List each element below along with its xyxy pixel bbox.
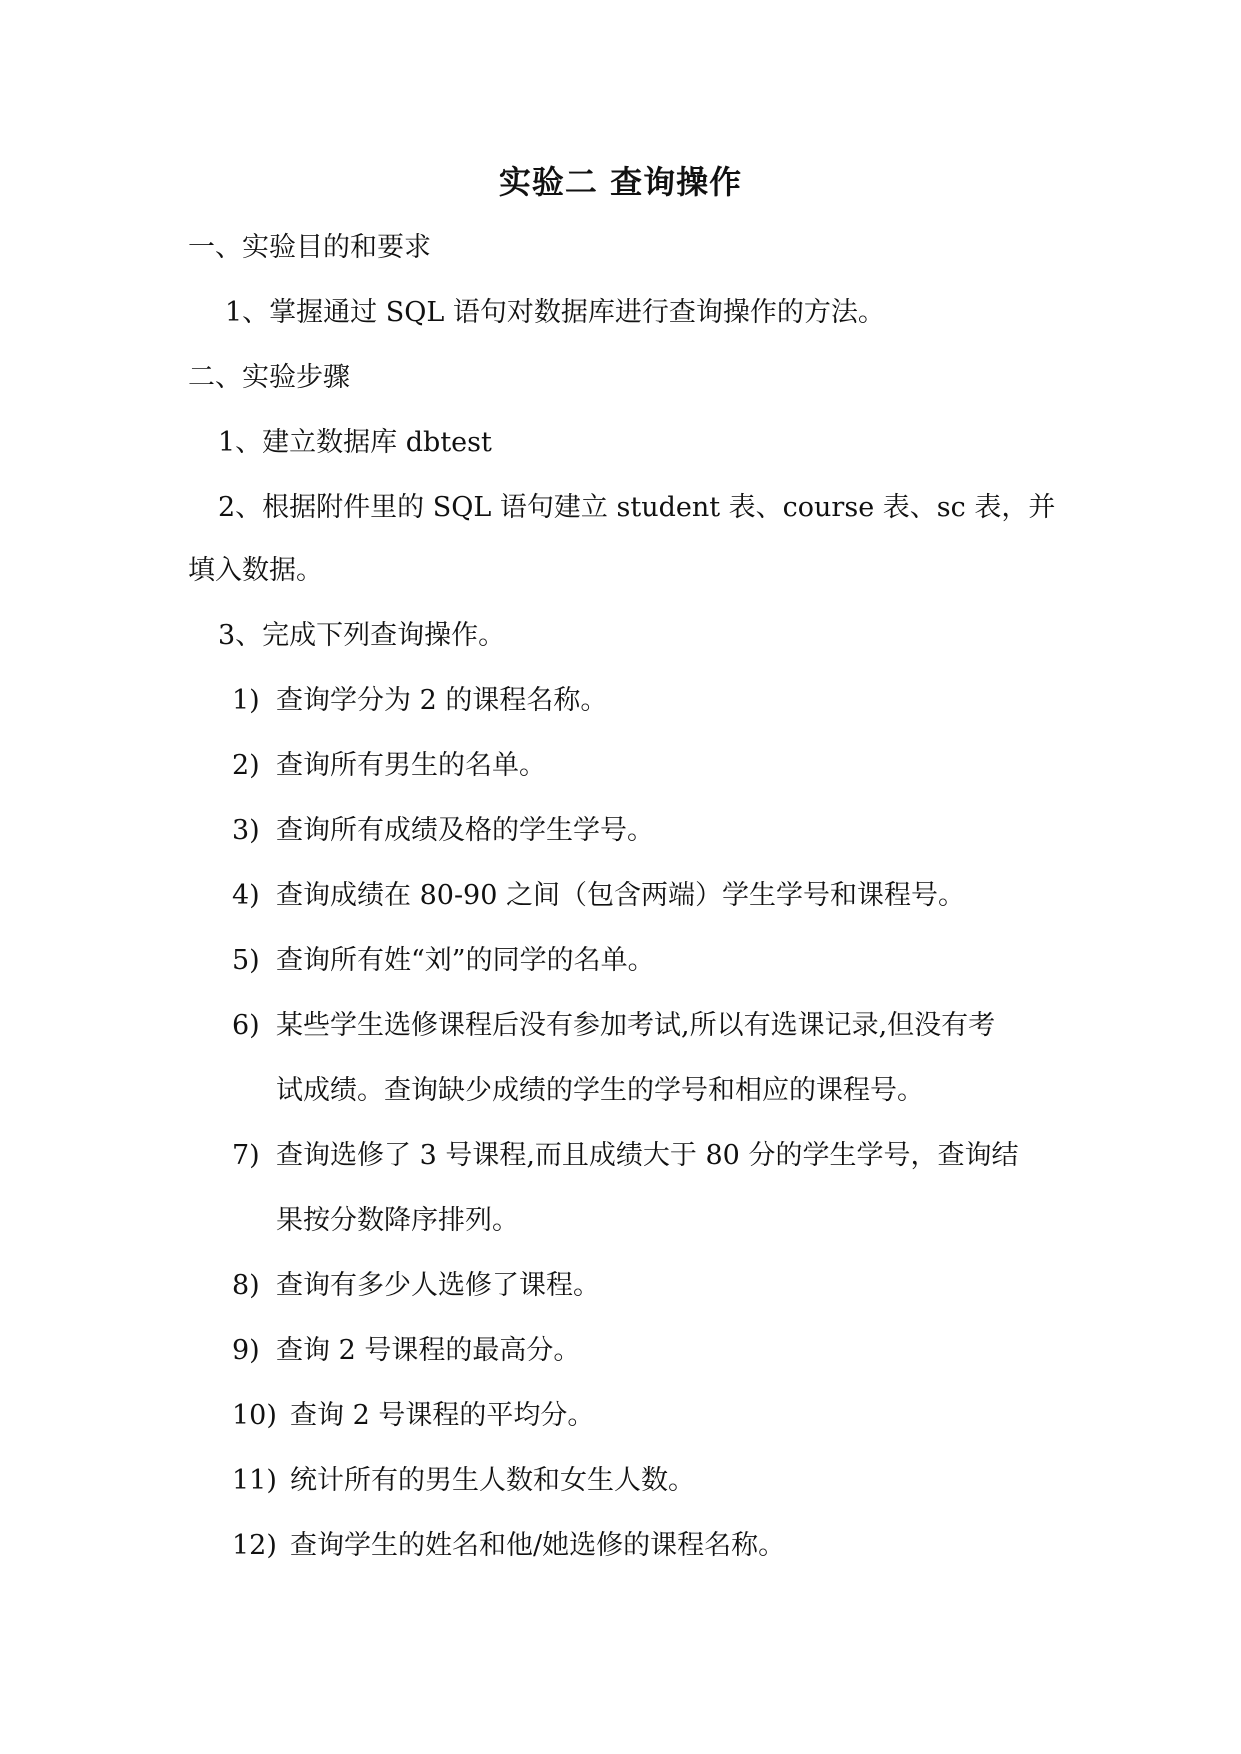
query-number: 6)	[232, 1010, 260, 1041]
query-number: 5)	[232, 945, 260, 976]
objective-item: 1、掌握通过 SQL 语句对数据库进行查询操作的方法。	[225, 297, 885, 328]
query-text: 查询成绩在 80-90 之间（包含两端）学生学号和课程号。	[276, 880, 965, 911]
query-item	[232, 1331, 580, 1371]
query-item	[232, 1461, 695, 1501]
step-item-2-continued: 填入数据。	[188, 555, 323, 586]
query-text: 查询所有男生的名单。	[276, 750, 546, 781]
query-text: 查询学生的姓名和他/她选修的课程名称。	[290, 1530, 786, 1561]
query-number: 2)	[232, 750, 260, 781]
query-text: 查询有多少人选修了课程。	[276, 1270, 600, 1301]
query-number: 9)	[232, 1335, 260, 1366]
query-item	[232, 1526, 785, 1566]
query-number: 4)	[232, 880, 260, 911]
query-item	[232, 811, 654, 851]
query-text: 查询 2 号课程的平均分。	[290, 1400, 595, 1431]
query-number: 10)	[232, 1400, 277, 1431]
query-number: 8)	[232, 1270, 260, 1301]
query-number: 7)	[232, 1140, 260, 1171]
section-heading-steps: 二、实验步骤	[188, 362, 350, 393]
query-text-continued: 试成绩。查询缺少成绩的学生的学号和相应的课程号。	[276, 1075, 924, 1106]
query-text: 查询学分为 2 的课程名称。	[276, 685, 608, 716]
step-item-3: 3、完成下列查询操作。	[218, 620, 506, 651]
page-title: 实验二 查询操作	[498, 163, 743, 201]
query-item	[232, 1006, 995, 1046]
query-item	[232, 876, 965, 916]
query-text: 查询选修了 3 号课程,而且成绩大于 80 分的学生学号，查询结	[276, 1140, 1019, 1171]
query-number: 12)	[232, 1530, 277, 1561]
step-item-1: 1、建立数据库 dbtest	[218, 427, 492, 458]
query-item	[232, 681, 607, 721]
query-item	[232, 941, 655, 981]
query-text: 某些学生选修课程后没有参加考试,所以有选课记录,但没有考	[276, 1010, 996, 1041]
query-item	[232, 1266, 600, 1306]
query-item	[232, 746, 546, 786]
query-text: 查询所有成绩及格的学生学号。	[276, 815, 654, 846]
query-text-continued: 果按分数降序排列。	[276, 1205, 519, 1236]
query-number: 1)	[232, 685, 260, 716]
section-heading-objectives: 一、实验目的和要求	[188, 232, 431, 263]
query-text: 查询 2 号课程的最高分。	[276, 1335, 581, 1366]
query-text: 查询所有姓“刘”的同学的名单。	[276, 945, 655, 976]
query-item	[232, 1396, 594, 1436]
step-item-2: 2、根据附件里的 SQL 语句建立 student 表、course 表、sc 表，并	[218, 492, 1056, 523]
query-item	[232, 1136, 1018, 1176]
query-text: 统计所有的男生人数和女生人数。	[290, 1465, 695, 1496]
query-number: 11)	[232, 1465, 277, 1496]
query-number: 3)	[232, 815, 260, 846]
